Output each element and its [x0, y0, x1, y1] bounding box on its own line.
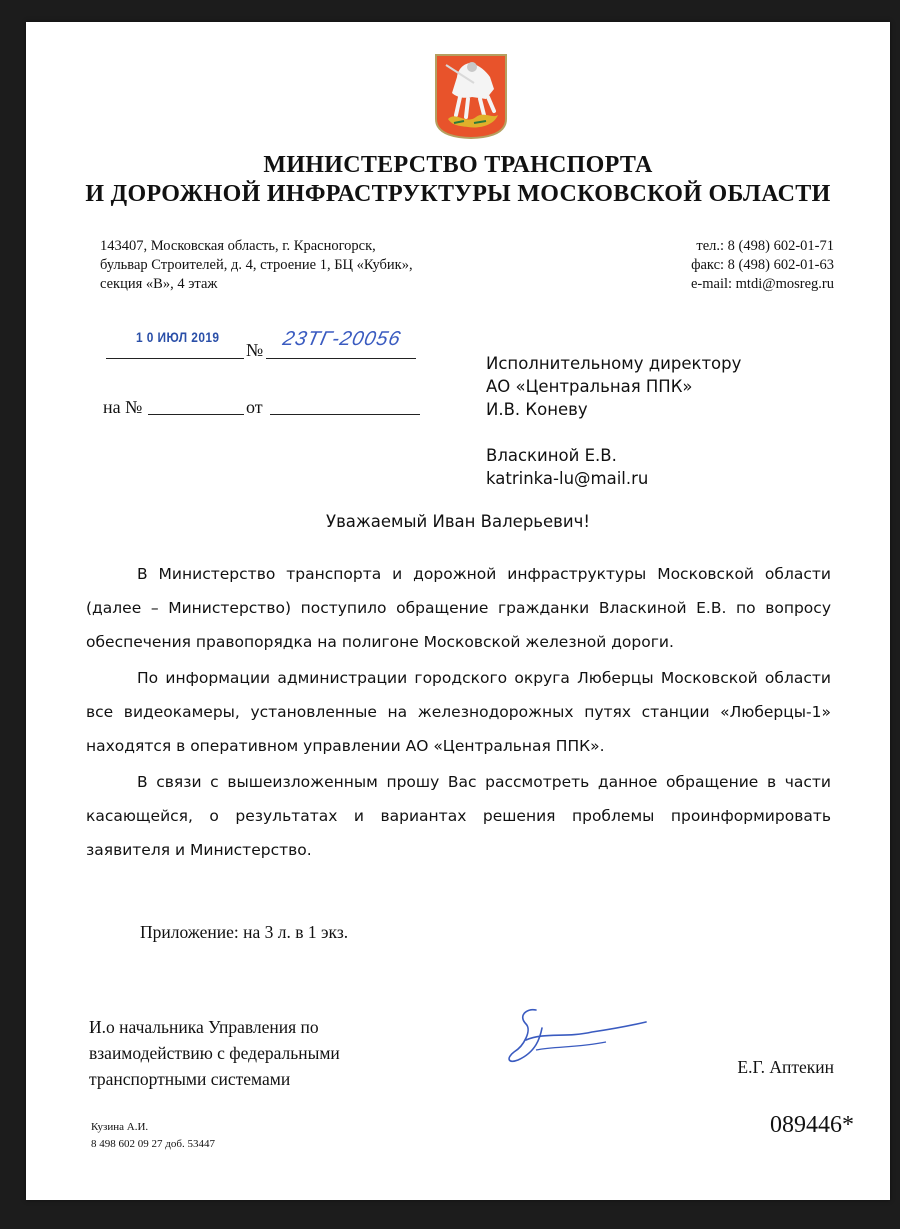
executor-name: Кузина А.И.	[91, 1121, 149, 1133]
recipient-line: Власкиной Е.В.	[486, 446, 617, 465]
address-line: секция «В», 4 этаж	[100, 276, 218, 292]
reply-to-label: на №	[103, 397, 143, 417]
handwritten-reg-number: 23ТГ-20056	[280, 328, 404, 350]
number-underline	[266, 358, 416, 359]
position-line: И.о начальника Управления по	[89, 1017, 319, 1037]
body-paragraph: По информации администрации городского округа Люберцы Московской области все видеокамеры, установленные на железнодорожных путях станции «Люберцы-1» находятся в оперативном управлении АО «Центральная ППК».	[86, 669, 831, 755]
date-underline	[106, 358, 244, 359]
letter-body	[86, 557, 831, 869]
signatory-name: Е.Г. Аптекин	[737, 1057, 834, 1077]
handwritten-signature	[496, 1002, 656, 1072]
position-line: транспортными системами	[89, 1069, 291, 1089]
email-line: e-mail: mtdi@mosreg.ru	[690, 276, 834, 292]
document-number: 089446*	[770, 1112, 854, 1138]
position-line: взаимодействию с федеральными	[89, 1043, 340, 1063]
letter-page	[26, 22, 890, 1200]
body-paragraph: В Министерство транспорта и дорожной инфраструктуры Московской области (далее – Министерство) поступило обращение гражданки Власкиной Е.В. по вопросу обеспечения правопорядка на полигоне Московской железной дороги.	[86, 565, 831, 651]
recipient-email: katrinka-lu@mail.ru	[486, 469, 649, 488]
greeting: Уважаемый Иван Валерьевич!	[326, 512, 590, 531]
recipient-line: И.В. Коневу	[486, 400, 588, 419]
ministry-address	[100, 237, 413, 294]
address-line: бульвар Строителей, д. 4, строение 1, БЦ «Кубик»,	[100, 257, 413, 273]
date-stamp: 1 0 ИЮЛ 2019	[136, 329, 220, 345]
body-paragraph: В связи с вышеизложенным прошу Вас рассмотреть данное обращение в части касающейся, о результатах и вариантах решения проблемы проинформировать заявителя и Министерство.	[86, 773, 831, 859]
signatory-position	[89, 1014, 340, 1092]
ministry-title-line-2: И ДОРОЖНОЙ ИНФРАСТРУКТУРЫ МОСКОВСКОЙ ОБЛАСТИ	[85, 181, 831, 207]
ministry-contacts	[691, 237, 834, 294]
reply-date-underline	[270, 414, 420, 415]
reply-number-underline	[148, 414, 244, 415]
ministry-title-line-1: МИНИСТЕРСТВО ТРАНСПОРТА	[263, 152, 653, 178]
address-line: 143407, Московская область, г. Красногорск,	[100, 238, 376, 254]
fax-line: факс: 8 (498) 602-01-63	[691, 257, 834, 273]
phone-line: тел.: 8 (498) 602-01-71	[696, 238, 834, 254]
coat-of-arms-emblem	[434, 53, 508, 139]
recipients-block	[486, 352, 741, 490]
executor-info	[91, 1119, 215, 1153]
recipient-line: АО «Центральная ППК»	[486, 377, 693, 396]
number-sign: №	[246, 340, 264, 360]
attachment-note: Приложение: на 3 л. в 1 экз.	[140, 922, 349, 942]
from-label: от	[246, 397, 263, 417]
executor-phone: 8 498 602 09 27 доб. 53447	[91, 1138, 215, 1150]
recipient-line: Исполнительному директору	[486, 354, 742, 373]
